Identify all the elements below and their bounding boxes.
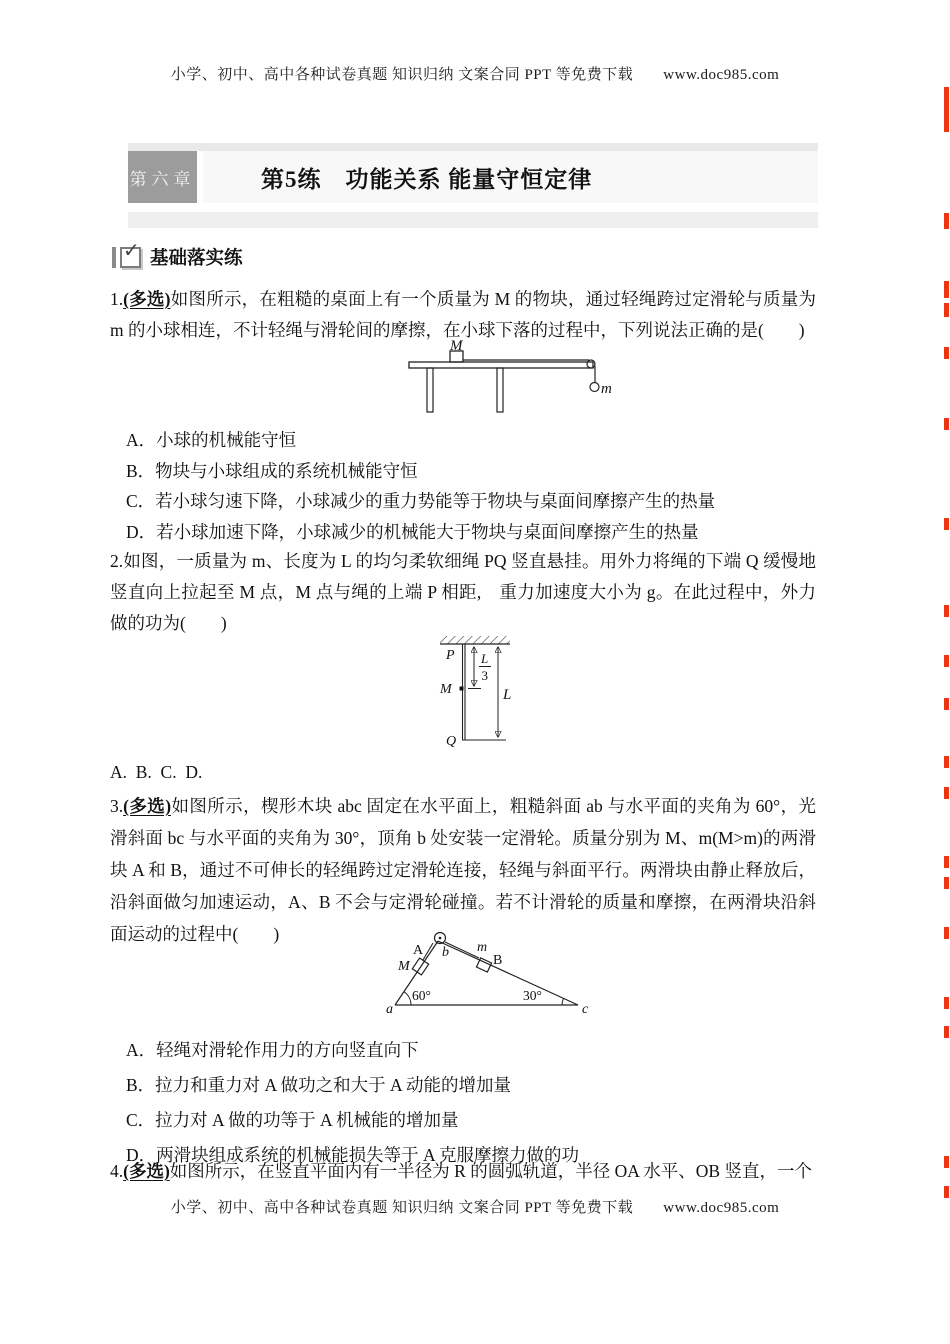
fig2-label-q: Q [446, 734, 457, 749]
margin-mark [944, 213, 949, 229]
section-bar-icon [112, 247, 116, 268]
header-url: www.doc985.com [663, 67, 780, 83]
q1-tag: (多选) [123, 289, 171, 309]
margin-mark [944, 87, 949, 132]
fig3-rope-right [445, 942, 479, 958]
section-title: 基础落实练 [150, 249, 243, 269]
fig3-angle-arc-a [404, 992, 411, 1005]
q1-option-b: B．物块与小球组成的系统机械能守恒 [126, 460, 418, 481]
margin-mark [944, 856, 949, 868]
fig3-label-apex-b: b [442, 945, 449, 960]
q2-number: 2. [110, 551, 124, 571]
q1-option-a: A．小球的机械能守恒 [126, 430, 297, 450]
margin-mark [944, 518, 949, 530]
question-1-stem [110, 284, 816, 346]
margin-mark [944, 655, 949, 667]
question-3-options [126, 1033, 816, 1173]
fig3-angle-right: 30° [523, 988, 542, 1003]
q4-text: 如图所示，在竖直平面内有一半径为 R 的圆弧轨道，半径 OA 水平、OB 竖直，一个 [169, 1161, 812, 1181]
margin-mark [944, 281, 949, 298]
q2-text: 如图，一质量为 m、长度为 L 的均匀柔软细绳 PQ 竖直悬挂。用外力将绳的下端 Q 缓慢地竖直向上拉起至 M 点，M 点与绳的上端 P 相距, 重力加速度大小为 g。在此过程中，外力做的功为( ) [110, 551, 816, 633]
fig2-ceiling-hatch [440, 636, 510, 644]
fig1-table-leg-left [427, 368, 433, 412]
page-header [0, 63, 950, 84]
page-footer [0, 1196, 950, 1217]
figure-q3-wedge [385, 931, 595, 1015]
q4-number: 4. [110, 1161, 124, 1181]
title-band [203, 151, 818, 203]
section-header [112, 237, 243, 270]
fig3-angle-left: 60° [412, 988, 431, 1003]
q1-number: 1. [110, 289, 124, 309]
fig2-label-p: P [446, 648, 455, 663]
fig1-table-leg-right [497, 368, 503, 412]
fig3-label-mass-m-big: M [398, 959, 410, 974]
q3-tag: (多选) [123, 796, 172, 816]
margin-mark [944, 698, 949, 710]
question-2-stem [110, 546, 816, 639]
fig2-length-label: L [503, 687, 512, 703]
fig1-ball [590, 383, 599, 392]
question-1-options [126, 425, 816, 548]
chapter-box [128, 151, 197, 203]
q3-option-b: B．拉力和重力对 A 做功之和大于 A 动能的增加量 [126, 1075, 512, 1095]
q3-option-c: C．拉力对 A 做的功等于 A 机械能的增加量 [126, 1110, 459, 1130]
margin-mark [944, 787, 949, 799]
fig3-slope-bc [438, 941, 578, 1005]
margin-mark [944, 997, 949, 1009]
check-glyph: ✓ [123, 237, 140, 262]
fig1-pulley-icon [587, 360, 595, 368]
margin-mark [944, 756, 949, 768]
margin-mark [944, 877, 949, 889]
footer-url: www.doc985.com [663, 1200, 780, 1216]
margin-mark [944, 605, 949, 617]
fig3-label-block-b: B [493, 953, 503, 968]
margin-mark [944, 1026, 949, 1038]
q1-option-c: C．若小球匀速下降，小球减少的重力势能等于物块与桌面间摩擦产生的热量 [126, 491, 716, 512]
fig3-angle-arc-c [562, 998, 564, 1005]
page-title: 第5练 功能关系 能量守恒定律 [261, 166, 593, 192]
fig3-vertex-a: a [386, 1002, 393, 1015]
q3-option-d: D．两滑块组成系统的机械能损失等于 A 克服摩擦力做的功 [126, 1145, 580, 1165]
figure-q2-hanging-rope [438, 636, 520, 750]
q3-number: 3. [110, 796, 124, 816]
margin-mark [944, 927, 949, 939]
fig1-block-label: M [450, 338, 463, 354]
footer-text: 小学、初中、高中各种试卷真题 知识归纳 文案合同 PPT 等免费下载 [170, 1200, 634, 1216]
margin-mark [944, 1156, 949, 1168]
q1-text: 如图所示，在粗糙的桌面上有一个质量为 M 的物块，通过轻绳跨过定滑轮与质量为 m 的小球相连，不计轻绳与滑轮间的摩擦，在小球下落的过程中，下列说法正确的是( ) [110, 289, 817, 340]
header-text: 小学、初中、高中各种试卷真题 知识归纳 文案合同 PPT 等免费下载 [170, 67, 634, 83]
question-2-options-line: A. B. C. D. [110, 762, 203, 782]
fig2-frac-numerator: L [481, 651, 489, 666]
banner-bottom-strip [128, 212, 818, 228]
figure-q1-table-pulley [405, 338, 620, 418]
q3-option-a: A．轻绳对滑轮作用力的方向竖直向下 [126, 1040, 419, 1060]
fig2-frac-denominator: 3 [481, 668, 488, 683]
chapter-label: 第六章 [129, 169, 196, 189]
fig3-pulley-axle [439, 937, 442, 940]
margin-mark [944, 303, 949, 317]
margin-mark [944, 418, 949, 430]
fig1-tabletop [409, 362, 593, 368]
fig2-point-m-dot [460, 687, 464, 691]
question-3-stem [110, 790, 816, 950]
fig2-label-m: M [440, 682, 452, 697]
q3-text: 如图所示，楔形木块 abc 固定在水平面上，粗糙斜面 ab 与水平面的夹角为 60°，光滑斜面 bc 与水平面的夹角为 30°，顶角 b 处安装一定滑轮。质量分别为 M、m(M>m)的两滑块 A 和 B，通过不可伸长的轻绳跨过定滑轮连接，轻绳与斜面平行。两滑块由静止释放后，沿斜面做匀加速运动，A、B 不会与定滑轮碰撞。若不计滑轮的质量和摩擦，在两滑块沿斜面运动的过程中( ) [110, 796, 816, 944]
fig3-vertex-c: c [582, 1002, 589, 1015]
fig1-ball-label: m [601, 381, 612, 397]
q4-tag: (多选) [123, 1161, 170, 1181]
banner-top-strip [128, 143, 818, 151]
margin-mark [944, 347, 949, 359]
fig3-label-block-a: A [413, 943, 424, 958]
q1-option-d: D．若小球加速下降，小球减少的机械能大于物块与桌面间摩擦产生的热量 [126, 522, 699, 543]
margin-mark [944, 1186, 949, 1198]
fig3-label-mass-m-small: m [477, 940, 488, 955]
checkbox-check-icon [120, 237, 141, 268]
question-4-stem [110, 1156, 816, 1187]
